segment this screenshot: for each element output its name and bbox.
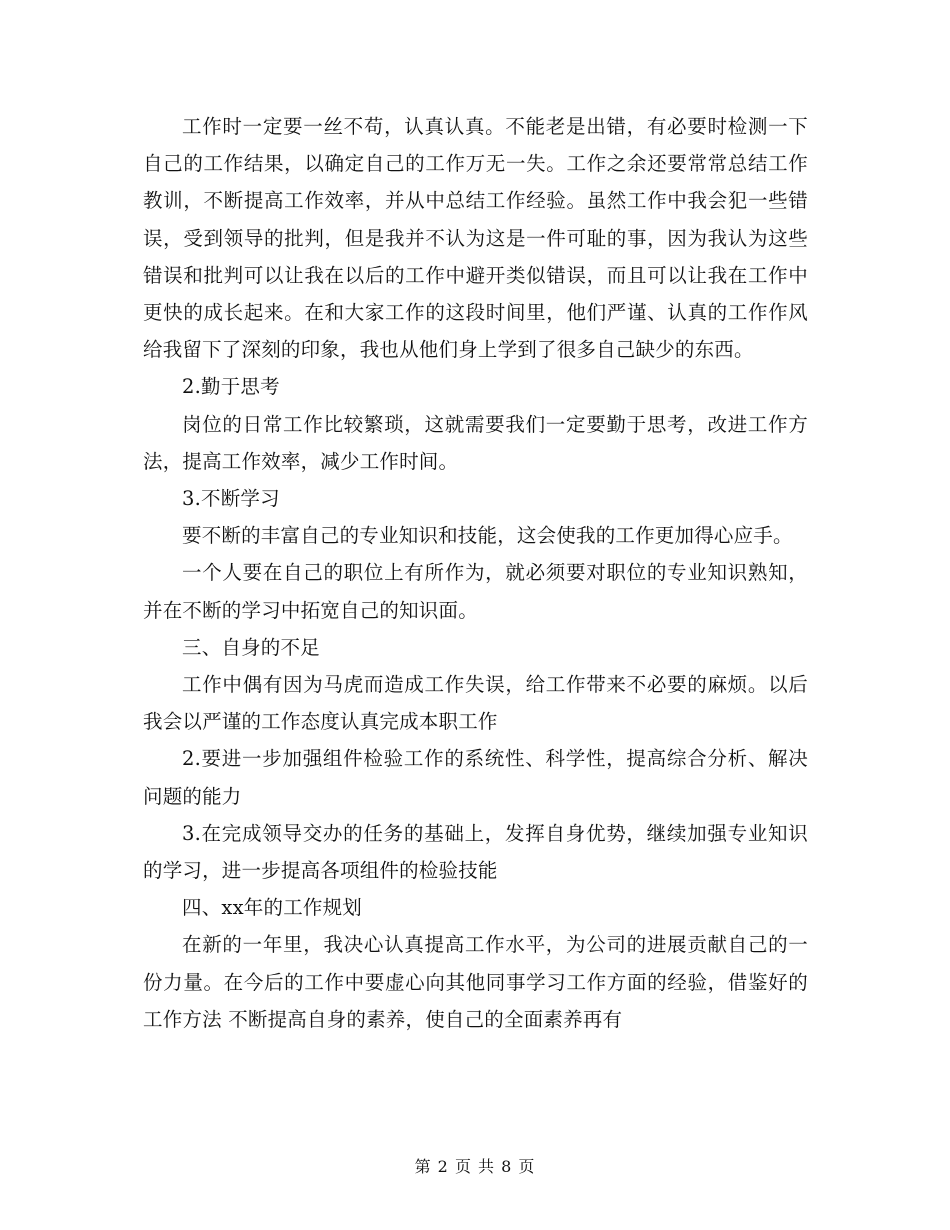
document-body xyxy=(143,108,808,1038)
section-heading: 四、xx年的工作规划 xyxy=(182,896,362,920)
body-paragraph: 2.要进一步加强组件检验工作的系统性、科学性，提高综合分析、解决问题的能力 xyxy=(143,747,808,808)
body-paragraph: 一个人要在自己的职位上有所作为，就必须要对职位的专业知识熟知，并在不断的学习中拓宽自己的知识面。 xyxy=(143,561,808,622)
body-paragraph: 工作中偶有因为马虎而造成工作失误，给工作带来不必要的麻烦。以后我会以严谨的工作态度认真完成本职工作 xyxy=(143,673,808,734)
section-heading: 2.勤于思考 xyxy=(182,375,280,399)
section-heading: 三、自身的不足 xyxy=(182,635,320,659)
body-paragraph: 工作时一定要一丝不苟，认真认真。不能老是出错，有必要时检测一下自己的工作结果，以确定自己的工作万无一失。工作之余还要常常总结工作教训，不断提高工作效率，并从中总结工作经验。虽然工作中我会犯一些错误，受到领导的批判，但是我并不认为这是一件可耻的事，因为我认为这些错误和批判可以让我在以后的工作中避开类似错误，而且可以让我在工作中更快的成长起来。在和大家工作的这段时间里，他们严谨、认真的工作作风给我留下了深刻的印象，我也从他们身上学到了很多自己缺少的东西。 xyxy=(143,115,808,362)
body-paragraph: 要不断的丰富自己的专业知识和技能，这会使我的工作更加得心应手。 xyxy=(182,524,793,548)
section-heading: 3.不断学习 xyxy=(182,487,280,511)
body-paragraph: 3.在完成领导交办的任务的基础上，发挥自身优势，继续加强专业知识的学习，进一步提高各项组件的检验技能 xyxy=(143,821,808,883)
page-number-footer: 第 2 页 共 8 页 xyxy=(414,1157,536,1176)
body-paragraph: 岗位的日常工作比较繁琐，这就需要我们一定要勤于思考，改进工作方法，提高工作效率，减少工作时间。 xyxy=(143,412,808,473)
body-paragraph: 在新的一年里，我决心认真提高工作水平，为公司的进展贡献自己的一份力量。在今后的工作中要虚心向其他同事学习工作方面的经验，借鉴好的工作方法 不断提高自身的素养，使自己的全面素养再有 xyxy=(143,933,808,1031)
